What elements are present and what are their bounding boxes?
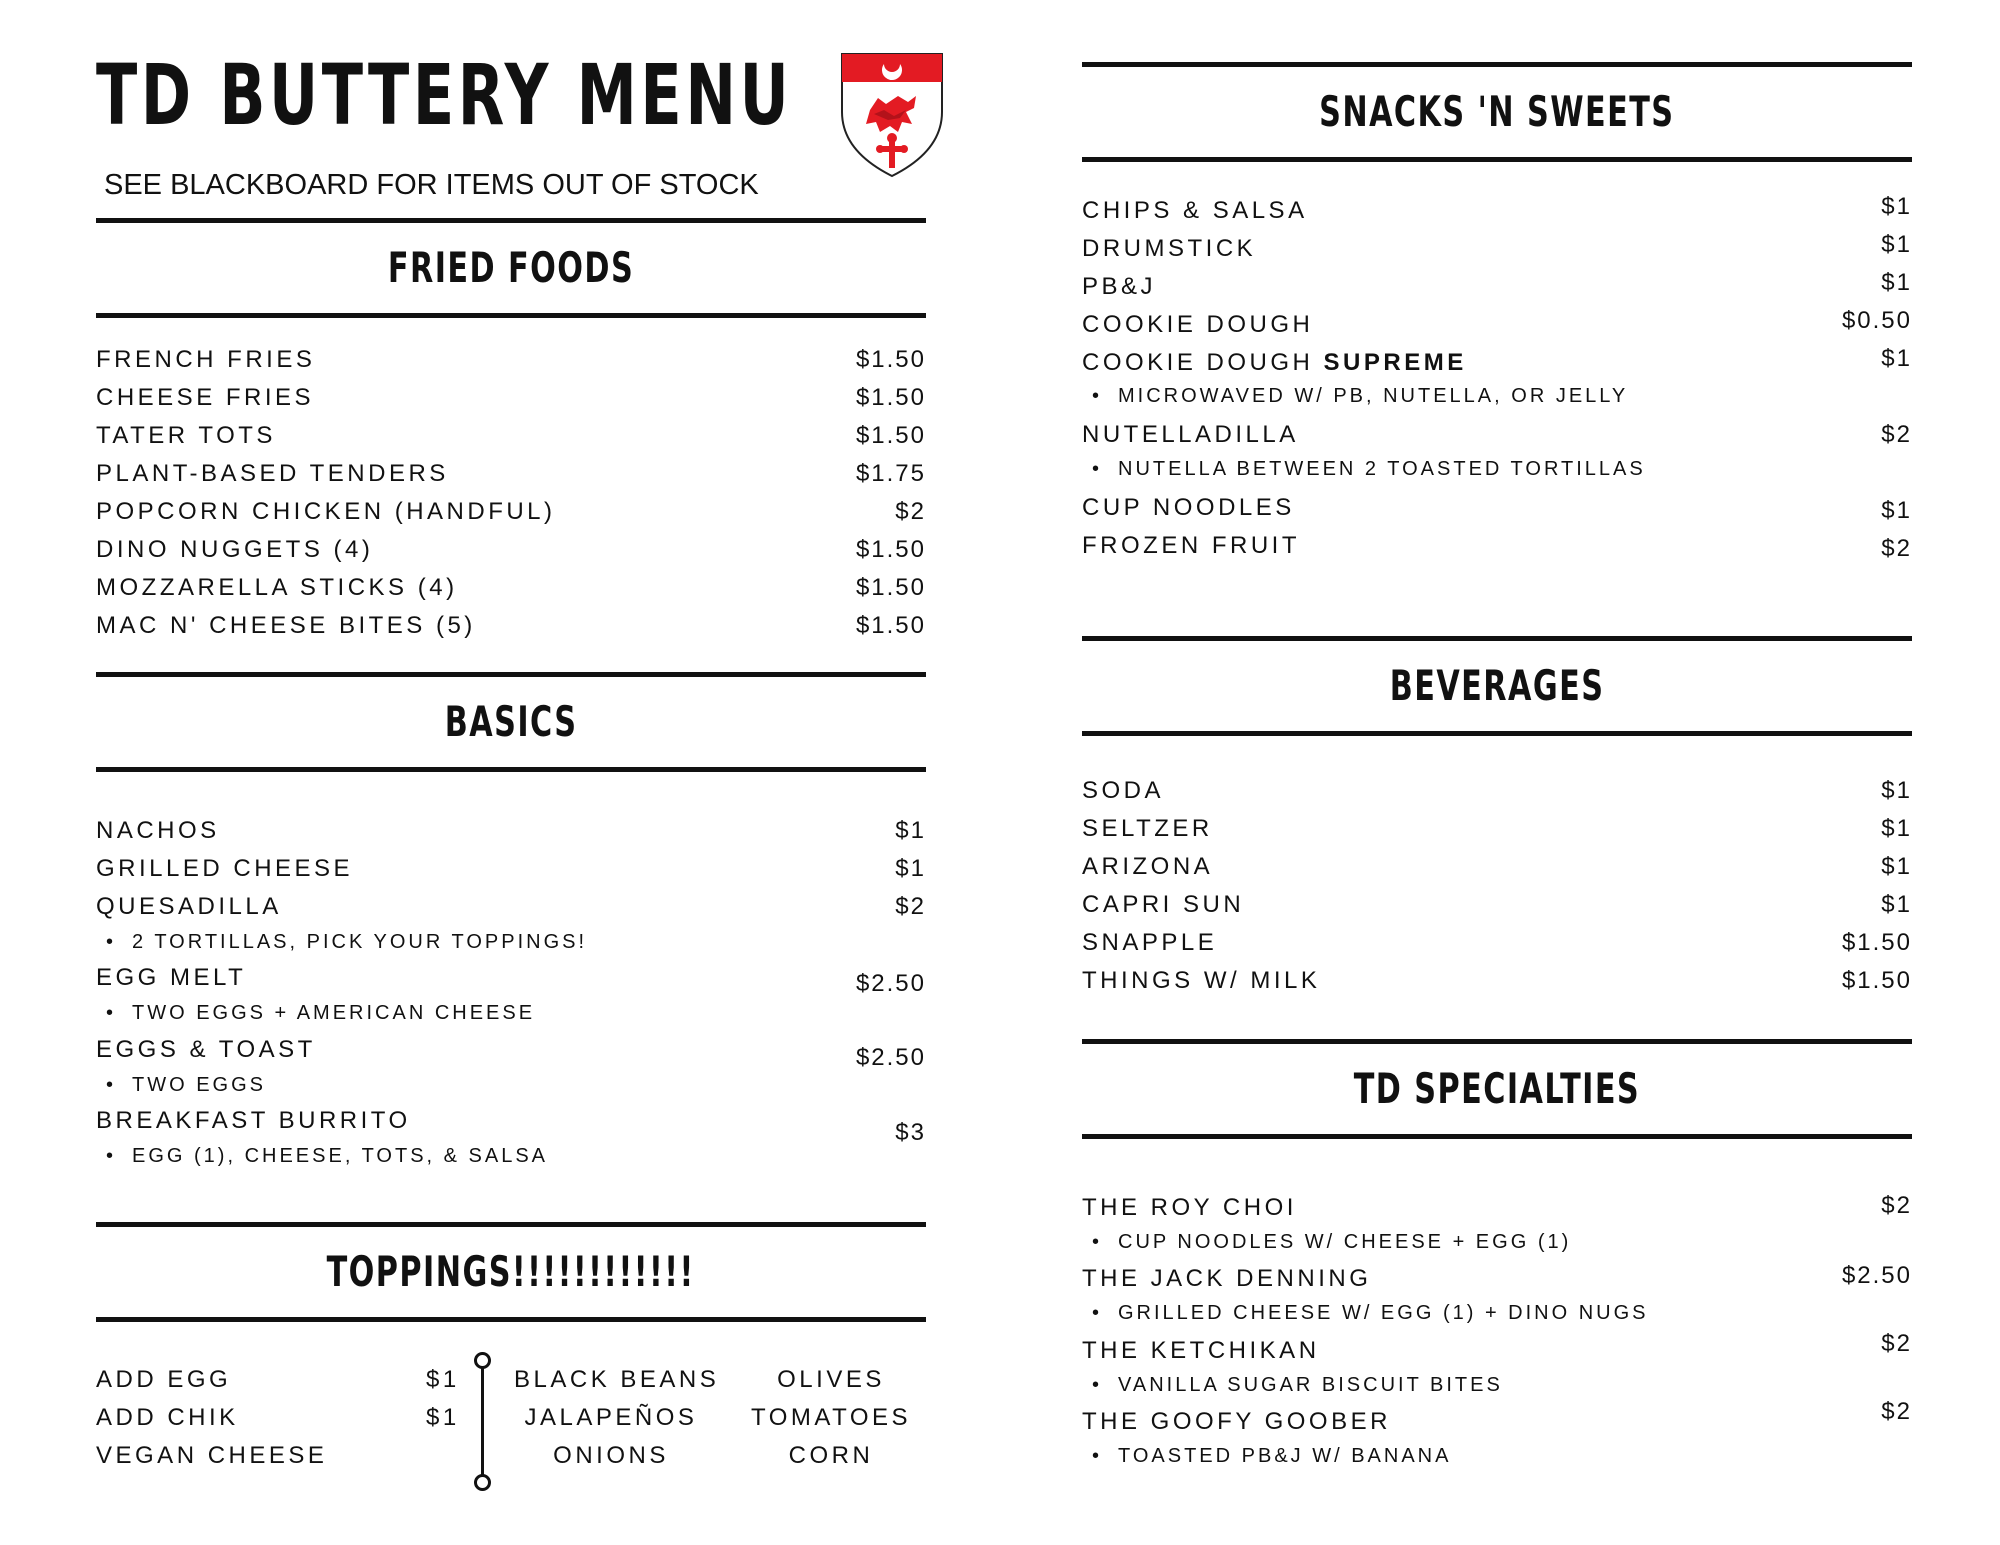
topping-row [96, 1399, 926, 1437]
item-price: $2 [895, 893, 926, 920]
item-name: DINO NUGGETS (4) [96, 536, 374, 563]
section-header [96, 218, 926, 318]
fried-foods-section [96, 218, 926, 678]
item-price: $2 [895, 498, 926, 525]
menu-item [96, 607, 926, 645]
item-name: SODA [1082, 777, 1165, 804]
college-crest-icon [840, 52, 944, 178]
item-name: FRENCH FRIES [96, 346, 316, 373]
menu-item [1082, 810, 1912, 848]
free-topping: ONIONS [553, 1442, 669, 1469]
item-name: THE GOOFY GOOBER [1082, 1408, 1391, 1435]
item-price: $2 [1881, 1330, 1912, 1357]
item-price: $2 [1881, 421, 1912, 448]
menu-item [96, 569, 926, 607]
item-description: • TOASTED PB&J W/ BANANA [1082, 1441, 1451, 1471]
menu-item [1082, 848, 1912, 886]
item-name: TATER TOTS [96, 422, 276, 449]
item-price: $2.50 [1841, 1262, 1912, 1289]
item-description: • TWO EGGS [96, 1070, 266, 1100]
free-topping: OLIVES [777, 1366, 885, 1393]
section-title: SNACKS 'N SWEETS [1319, 87, 1675, 136]
free-topping: CORN [788, 1442, 874, 1469]
section-header [1082, 636, 1912, 736]
menu-item [1082, 527, 1912, 565]
item-name: NUTELLADILLA [1082, 421, 1299, 448]
page-title: TD BUTTERY MENU [96, 46, 793, 144]
item-price: $1.50 [855, 346, 926, 373]
menu-item [96, 812, 926, 850]
topping-price: $1 [426, 1404, 460, 1431]
item-name: QUESADILLA [96, 893, 282, 920]
menu-item [96, 417, 926, 455]
item-price: $1.75 [855, 460, 926, 487]
item-list [96, 318, 926, 678]
section-title: FRIED FOODS [387, 243, 635, 292]
item-price: $1 [1881, 853, 1912, 880]
menu-item [1082, 489, 1912, 527]
item-price: $2.50 [855, 970, 926, 997]
item-name: MAC N' CHEESE BITES (5) [96, 612, 476, 639]
topping-name: ADD CHIK [96, 1404, 239, 1431]
item-name: PLANT-BASED TENDERS [96, 460, 449, 487]
free-topping: TOMATOES [750, 1404, 912, 1431]
menu-item [1082, 962, 1912, 1000]
item-price: $1.50 [855, 422, 926, 449]
item-price: $2 [1881, 1192, 1912, 1219]
item-name: GRILLED CHEESE [96, 855, 354, 882]
menu-item [96, 455, 926, 493]
item-price: $3 [895, 1119, 926, 1146]
topping-name: VEGAN CHEESE [96, 1442, 328, 1469]
item-price: $1 [1881, 777, 1912, 804]
item-name: THE JACK DENNING [1082, 1265, 1372, 1292]
item-price: $1 [1881, 497, 1912, 524]
item-price: $0.50 [1841, 307, 1912, 334]
item-name: NACHOS [96, 817, 220, 844]
toppings-list [96, 1322, 926, 1492]
item-price: $1 [1881, 891, 1912, 918]
item-name: EGGS & TOAST [96, 1036, 316, 1063]
toppings-divider [481, 1360, 484, 1482]
menu-item [96, 341, 926, 379]
item-list [1082, 162, 1912, 562]
menu-item [1082, 924, 1912, 962]
section-title: BASICS [444, 697, 578, 746]
item-name: THE KETCHIKAN [1082, 1337, 1320, 1364]
item-name: DRUMSTICK [1082, 235, 1257, 262]
menu-item [96, 1031, 926, 1069]
menu-item [96, 379, 926, 417]
section-title: BEVERAGES [1389, 661, 1605, 710]
item-price: $1.50 [855, 612, 926, 639]
item-name: CAPRI SUN [1082, 891, 1245, 918]
beverages-section [1082, 636, 1912, 1036]
free-topping: JALAPEÑOS [524, 1404, 698, 1431]
item-description: • 2 TORTILLAS, PICK YOUR TOPPINGS! [96, 927, 587, 957]
item-name: POPCORN CHICKEN (HANDFUL) [96, 498, 556, 525]
item-description: • GRILLED CHEESE W/ EGG (1) + DINO NUGS [1082, 1298, 1649, 1328]
item-list [1082, 1139, 1912, 1467]
basics-section [96, 672, 926, 1212]
menu-item [1082, 772, 1912, 810]
item-name: SNAPPLE [1082, 929, 1218, 956]
toppings-divider-cap [474, 1474, 491, 1491]
item-price: $1 [1881, 231, 1912, 258]
item-name: THE ROY CHOI [1082, 1194, 1297, 1221]
topping-row [96, 1437, 926, 1475]
item-list [1082, 736, 1912, 1036]
item-price: $1 [1881, 269, 1912, 296]
item-name: PB&J [1082, 273, 1157, 300]
section-title: TOPPINGS!!!!!!!!!!!! [326, 1247, 696, 1296]
item-name: CHEESE FRIES [96, 384, 315, 411]
topping-price: $1 [426, 1366, 460, 1393]
item-price: $2 [1881, 1398, 1912, 1425]
item-price: $1.50 [1841, 929, 1912, 956]
item-name: CHIPS & SALSA [1082, 197, 1308, 224]
page-subtitle: SEE BLACKBOARD FOR ITEMS OUT OF STOCK [104, 169, 759, 201]
item-price: $1.50 [855, 574, 926, 601]
menu-item [1082, 416, 1912, 454]
section-header [1082, 1039, 1912, 1139]
item-price: $1 [1881, 815, 1912, 842]
item-name [1082, 344, 1467, 382]
menu-item [96, 959, 926, 997]
item-name: FROZEN FRUIT [1082, 532, 1300, 559]
item-price: $1 [1881, 345, 1912, 372]
item-description: • EGG (1), CHEESE, TOTS, & SALSA [96, 1141, 548, 1171]
menu-item [1082, 1332, 1912, 1370]
section-header [1082, 62, 1912, 162]
item-price: $2 [1881, 535, 1912, 562]
section-title: TD SPECIALTIES [1353, 1064, 1641, 1113]
menu-item [1082, 886, 1912, 924]
item-description: • CUP NOODLES W/ CHEESE + EGG (1) [1082, 1227, 1571, 1257]
item-name: ARIZONA [1082, 853, 1214, 880]
section-header [96, 672, 926, 772]
item-description: • VANILLA SUGAR BISCUIT BITES [1082, 1370, 1503, 1400]
specialties-section [1082, 1039, 1912, 1467]
menu-item [1082, 306, 1912, 344]
menu-item [1082, 1260, 1912, 1298]
item-description: • NUTELLA BETWEEN 2 TOASTED TORTILLAS [1082, 454, 1646, 484]
item-list [96, 772, 926, 1212]
menu-item [96, 531, 926, 569]
item-price: $1 [895, 817, 926, 844]
item-name: EGG MELT [96, 964, 247, 991]
toppings-section [96, 1222, 926, 1492]
item-name: MOZZARELLA STICKS (4) [96, 574, 458, 601]
menu-item [1082, 344, 1912, 382]
item-price: $1 [1881, 193, 1912, 220]
menu-item [1082, 1189, 1912, 1227]
snacks-section [1082, 62, 1912, 562]
topping-row [96, 1361, 926, 1399]
item-description: • MICROWAVED W/ PB, NUTELLA, OR JELLY [1082, 381, 1628, 411]
section-header [96, 1222, 926, 1322]
menu-item [1082, 192, 1912, 230]
item-name: THINGS W/ MILK [1082, 967, 1321, 994]
item-name: COOKIE DOUGH [1082, 311, 1314, 338]
item-price: $2.50 [855, 1044, 926, 1071]
item-name: BREAKFAST BURRITO [96, 1107, 411, 1134]
free-topping: BLACK BEANS [514, 1366, 720, 1393]
menu-item [1082, 1398, 1912, 1441]
toppings-divider-cap [474, 1352, 491, 1369]
menu-item [1082, 268, 1912, 306]
item-name: CUP NOODLES [1082, 494, 1295, 521]
item-price: $1 [895, 855, 926, 882]
menu-item [96, 1102, 926, 1146]
topping-name: ADD EGG [96, 1366, 232, 1393]
menu-item [96, 850, 926, 888]
item-name: SELTZER [1082, 815, 1213, 842]
menu-item [96, 493, 926, 531]
menu-item [1082, 230, 1912, 268]
item-name-text: COOKIE DOUGH [1082, 349, 1314, 376]
menu-item [96, 888, 926, 926]
item-name-emphasis: SUPREME [1323, 349, 1467, 376]
item-price: $1.50 [1841, 967, 1912, 994]
item-price: $1.50 [855, 536, 926, 563]
item-description: • TWO EGGS + AMERICAN CHEESE [96, 998, 535, 1028]
item-price: $1.50 [855, 384, 926, 411]
